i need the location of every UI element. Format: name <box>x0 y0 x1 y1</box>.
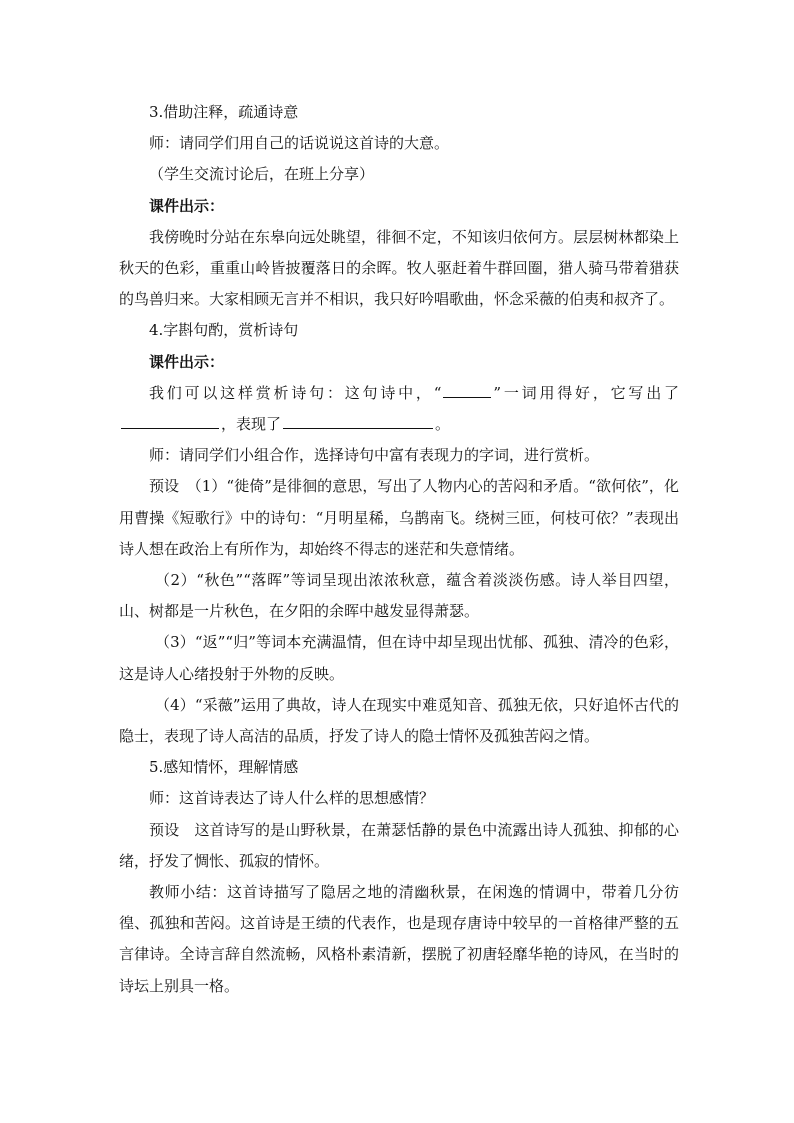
teacher-prompt: 师：请同学们用自己的话说说这首诗的大意。 <box>149 134 450 153</box>
preset-answer-1: 预设 （1）“徙倚”是徘徊的意思，写出了人物内心的苦闷和矛盾。“欲何依”，化用曹操《短歌行》中的诗句：“月明星稀，乌鹊南飞。绕树三匝，何枝可依？”表现出诗人想在政治上有所作为，却始终不得志的迷茫和失意情绪。 <box>119 477 679 558</box>
template-text-1: 我们可以这样赏析诗句：这句诗中，“ <box>149 383 442 402</box>
courseware-label: 课件出示： <box>149 196 225 215</box>
template-text-4: 。 <box>435 415 451 434</box>
student-note: （学生交流讨论后，在班上分享） <box>149 165 375 184</box>
section-heading-5: 5.感知情怀，理解情感 <box>149 758 299 777</box>
section-heading-4: 4.字斟句酌，赏析诗句 <box>149 321 299 340</box>
teacher-prompt: 师：这首诗表达了诗人什么样的思想感情？ <box>149 789 435 808</box>
preset-answer-4: （4）“采薇”运用了典故，诗人在现实中难觅知音、孤独无依，只好追怀古代的隐士，表现了诗人高洁的品质，抒发了诗人的隐士情怀及孤独苦闷之情。 <box>119 695 679 746</box>
appreciation-template <box>119 378 679 440</box>
fill-blank-expression <box>283 410 433 429</box>
teacher-summary: 教师小结：这首诗描写了隐居之地的清幽秋景，在闲逸的情调中，带着几分彷徨、孤独和苦闷。这首诗是王绩的代表作，也是现存唐诗中较早的一首格律严整的五言律诗。全诗言辞自然流畅，风格朴素清新，摆脱了初唐轻靡华艳的诗风，在当时的诗坛上别具一格。 <box>119 883 679 995</box>
template-text-3: ，表现了 <box>221 415 282 434</box>
preset-answer-5: 预设 这首诗写的是山野秋景，在萧瑟恬静的景色中流露出诗人孤独、抑郁的心绪，抒发了惆怅、孤寂的情怀。 <box>119 820 679 870</box>
fill-blank-content <box>121 410 219 429</box>
preset-answer-3: （3）“返”“归”等词本充满温情，但在诗中却呈现出忧郁、孤独、清冷的色彩，这是诗人心绪投射于外物的反映。 <box>119 633 679 683</box>
template-text-2: ”一词用得好，它写出了 <box>493 383 680 402</box>
section-heading-3: 3.借助注释，疏通诗意 <box>149 103 299 121</box>
teacher-prompt: 师：请同学们小组合作，选择诗句中富有表现力的字词，进行赏析。 <box>149 446 600 465</box>
poem-translation: 我傍晚时分站在东皋向远处眺望，徘徊不定，不知该归依何方。层层树林都染上秋天的色彩，重重山岭皆披覆落日的余晖。牧人驱赶着牛群回圈，猎人骑马带着猎获的鸟兽归来。大家相顾无言并不相识，我只好吟唱歌曲，怀念采薇的伯夷和叔齐了。 <box>119 227 679 309</box>
fill-blank-word <box>443 379 491 398</box>
preset-answer-2: （2）“秋色”“落晖”等词呈现出浓浓秋意，蕴含着淡淡伤感。诗人举目四望，山、树都是一片秋色，在夕阳的余晖中越发显得萧瑟。 <box>119 571 679 621</box>
lesson-content <box>119 97 679 1002</box>
courseware-label: 课件出示： <box>149 352 225 371</box>
